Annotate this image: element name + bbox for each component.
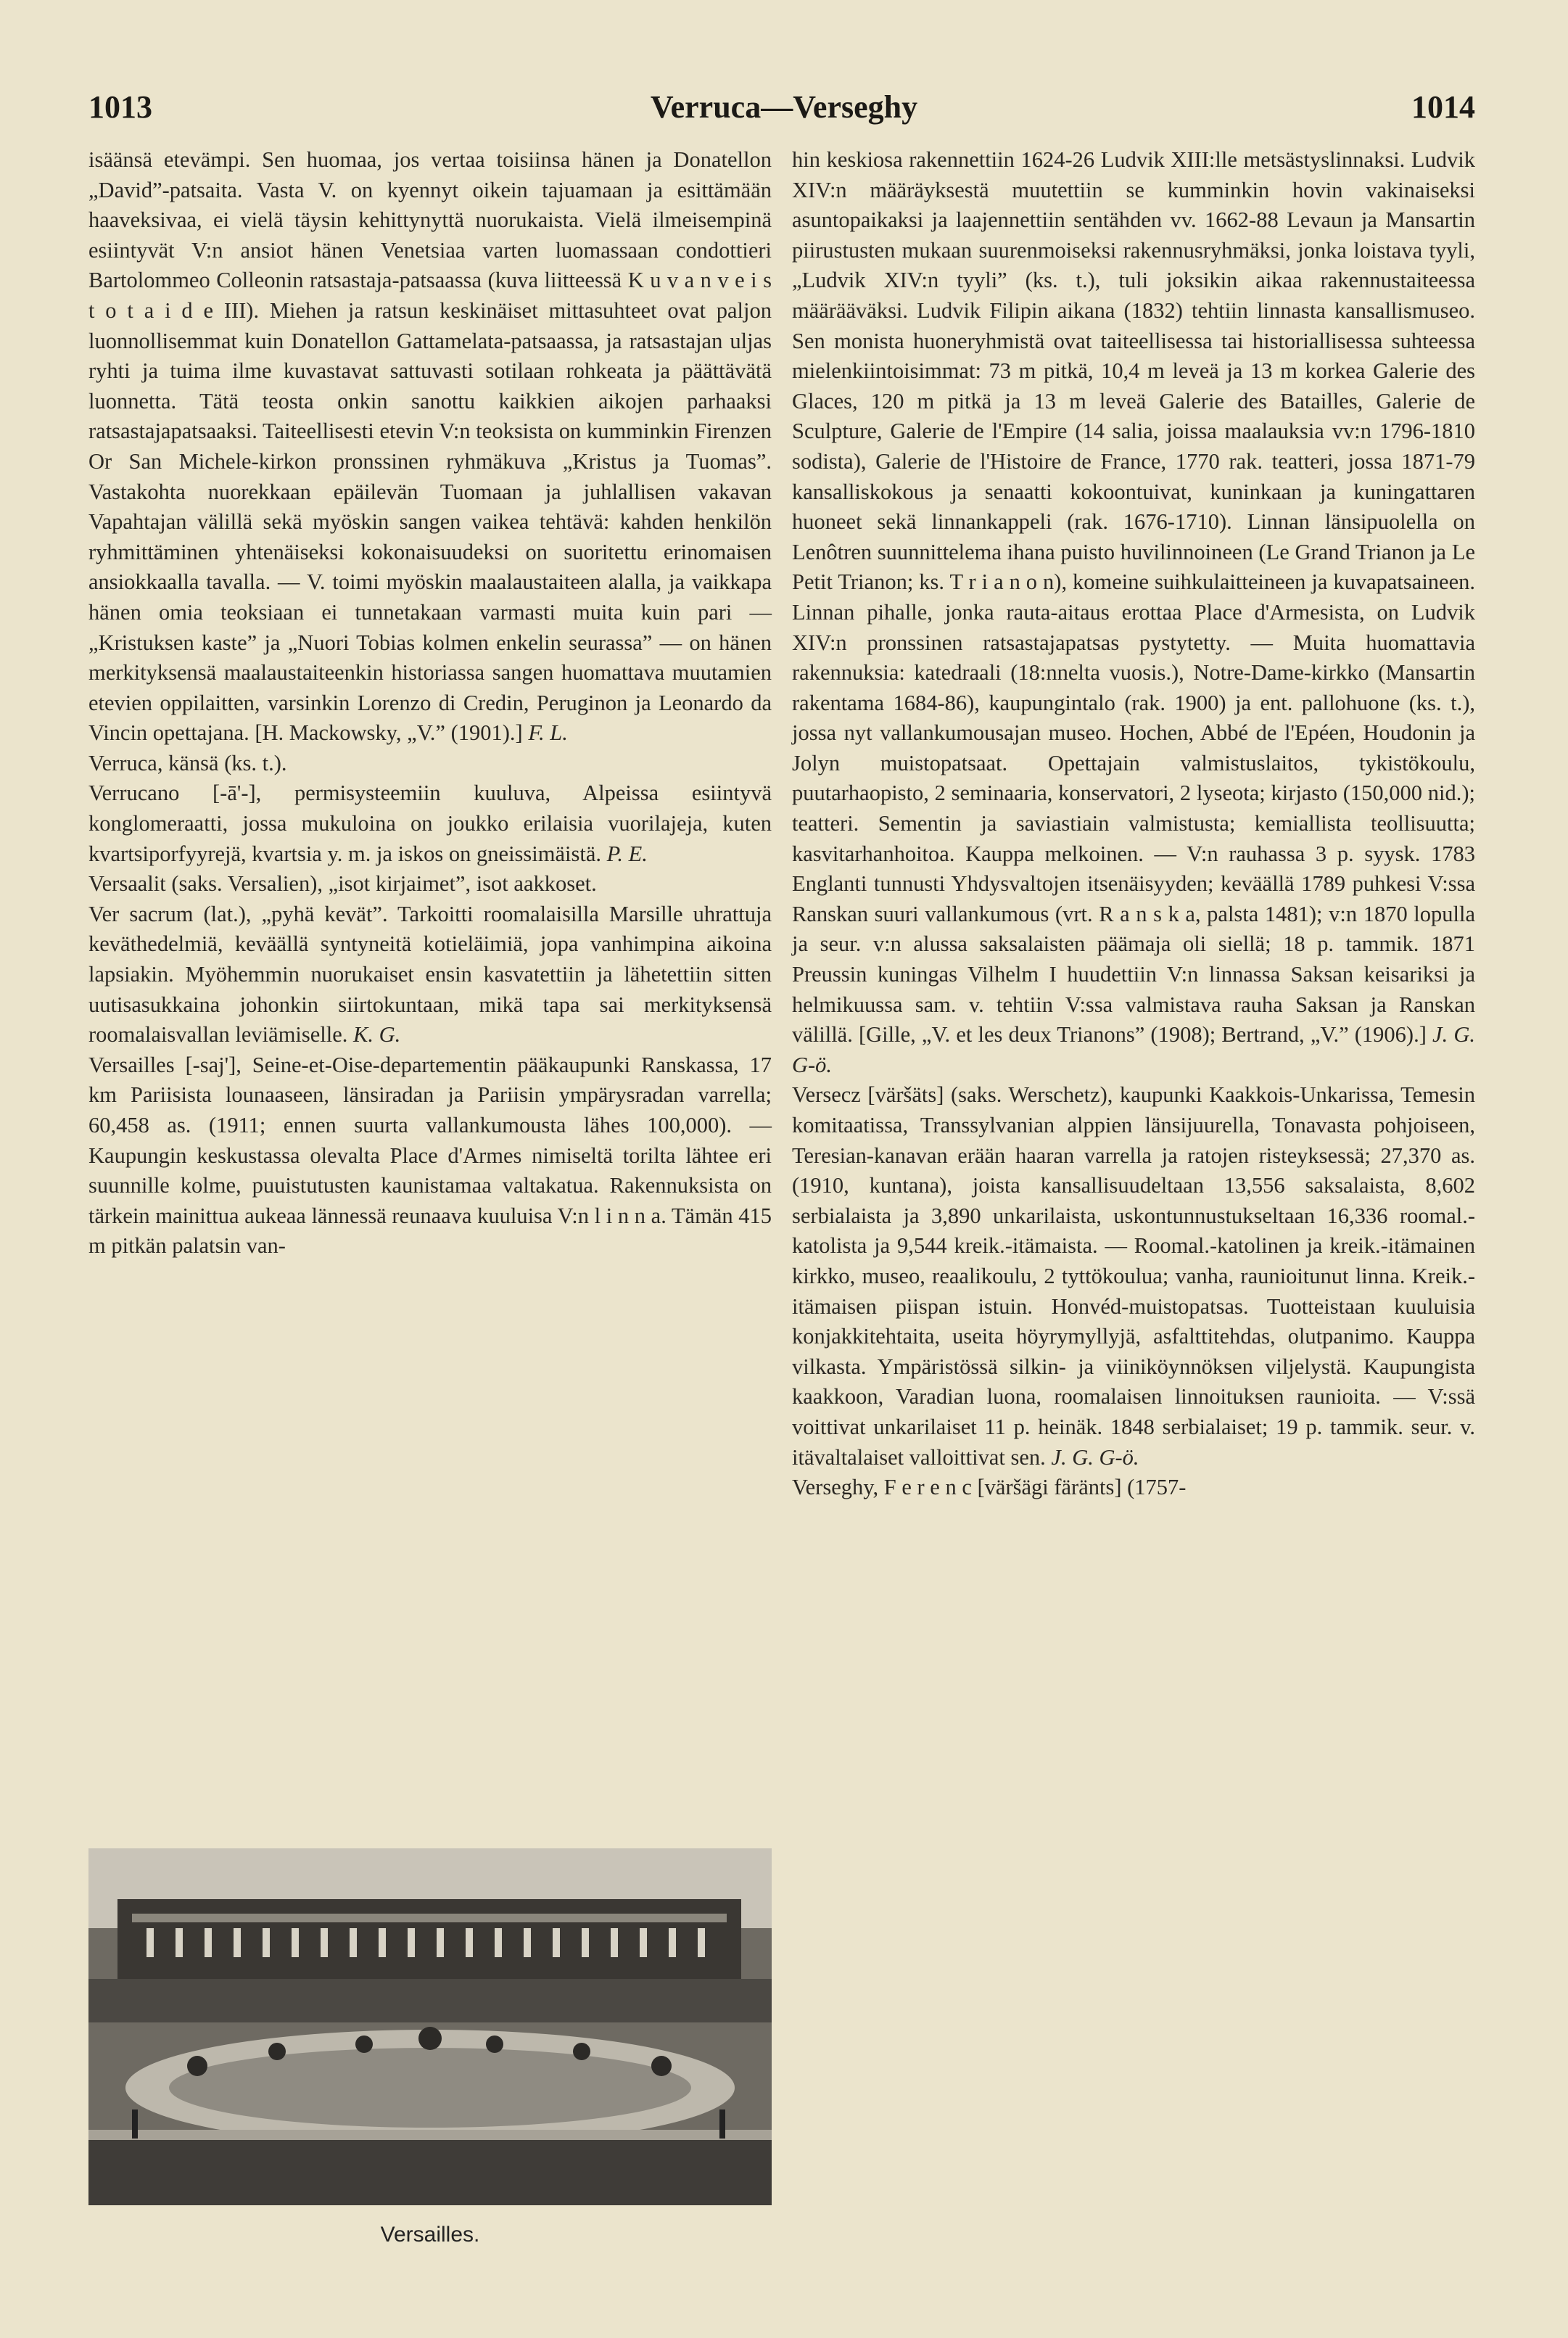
page-title: Verruca—Verseghy bbox=[650, 89, 918, 125]
page-number-right: 1014 bbox=[1411, 89, 1475, 125]
palace-illustration bbox=[88, 1848, 772, 2205]
entry-versecz: Versecz [väršäts] (saks. Werschetz), kaupunki Kaakkois-Unkarissa, Temesin komitaatissa, Transsylvanian alppien länsijuurella, Tonavasta pohjoiseen, Teresian-kanavan erään haaran varrella ja ratojen risteyksessä; 27,370 as. (1910, kuntana), joista kansallisuudeltaan 13,556 saksalaista, 8,602 serbialaista ja 3,890 unkarilaista, uskontunnustukseltaan 16,336 roomal.-katolista ja 9,544 kreik.-itämaista. — Roomal.-katolinen ja kreik.-itämainen kirkko, museo, reaalikoulu, 2 tyttökoulua; vanha, raunioitunut linna. Kreik.-itämaisen piispan istuin. Honvéd-muistopatsas. Tuotteistaan kuuluisia konjakkitehtaita, useita höyrymyllyjä, asfalttitehdas, olutpanimo. Kauppa vilkasta. Ympäristössä silkin- ja viiniköynnöksen viljelystä. Kaupungista kaakkoon, Varadian luona, roomalaisen linnoituksen raunioita. — V:ssä voittivat unkarilaiset 11 p. heinäk. 1848 serbialaiset; 19 p. tammik. seur. v. itävaltalaiset valloittivat sen. J. G. G-ö. bbox=[792, 1082, 1475, 1470]
entry-verrucano: Verrucano [-ā'-], permisysteemiin kuuluva, Alpeissa esiintyvä konglomeraatti, jossa mukuloina on joukko erilaisia vuorilajeja, kuten kvartsiporfyyrejä, kvartsia y. m. ja iskos on gneissimäistä. P. E. bbox=[88, 781, 772, 866]
signature: J. G. G-ö. bbox=[792, 1022, 1475, 1077]
right-column bbox=[792, 145, 1475, 1503]
signature: P. E. bbox=[606, 841, 648, 866]
entry-versailles-continued: hin keskiosa rakennettiin 1624-26 Ludvik XIII:lle metsästyslinnaksi. Ludvik XIV:n määräyksestä muutettiin se kumminkin hovin vakinaiseksi asuntopaikaksi ja laajennettiin sentähden vv. 1662-88 Levaun ja Mansartin piirustusten mukaan suurenmoiseksi rakennusryhmäksi, jonka loistava tyyli, „Ludvik XIV:n tyyli” (ks. t.), tuli joksikin aikaa rakennustaiteessa määrääväksi. Ludvik Filipin aikana (1832) tehtiin linnasta kansallismuseo. Sen monista huoneryhmistä ovat taiteellisessa tai historiallisessa suhteessa mielenkiintoisimmat: 73 m pitkä, 10,4 m leveä ja 13 m korkea Galerie des Glaces, 120 m pitkä ja 13 m leveä Galerie des Batailles, Galerie de Sculpture, Galerie de l'Empire (14 salia, joissa maalauksia vv:n 1796-1810 sodista), Galerie de l'Histoire de France, 1770 rak. teatteri, jossa 1871-79 kansalliskokous ja senaatti kokoontuivat, kuninkaan ja kuningattaren huoneet sekä linnankappeli (rak. 1676-1710). Linnan länsipuolella on Lenôtren suunnittelema ihana puisto huvilinnoineen (Le Grand Trianon ja Le Petit Trianon; ks. T r i a n o n), komeine suihkulaitteineen ja kuvapatsaineen. Linnan pihalle, jonka rauta-aitaus erottaa Place d'Armesista, on Ludvik XIV:n pronssinen ratsastajapatsas pystytetty. — Muita huomattavia rakennuksia: katedraali (18:nnelta vuosis.), Notre-Dame-kirkko (Mansartin rakentama 1684-86), kaupungintalo (rak. 1900) ja ent. pallohuone (ks. t.), jossa nyt vallankumousajan museo. Hochen, Abbé de l'Epéen, Houdonin ja Jolyn muistopatsaat. Opettajain valmistuslaitos, tykistökoulu, puutarhaopisto, 2 seminaaria, konservatori, 2 lyseota; kirjasto (150,000 nid.); teatteri. Sementin ja saviastiain valmistusta; kemiallista teollisuutta; kasvitarhanhoitoa. Kauppa melkoinen. — V:n rauhassa 3 p. syysk. 1783 Englanti tunnusti Yhdysvaltojen itsenäisyyden; keväällä 1789 puhkesi V:ssa Ranskan suuri vallankumous (vrt. R a n s k a, palsta 1481); v:n 1870 lopulla ja seur. v:n alussa saksalaisten päämaja oli siellä; 18 p. tammik. 1871 Preussin kuningas Vilhelm I huudettiin V:n linnassa Saksan keisariksi ja helmikuussa sam. v. tehtiin V:ssa valmistava rauha Saksan ja Ranskan välillä. [Gille, „V. et les deux Trianons” (1908); Bertrand, „V.” (1906).] J. G. G-ö. bbox=[792, 147, 1475, 1077]
signature: J. G. G-ö. bbox=[1051, 1444, 1139, 1470]
versailles-photo bbox=[88, 1848, 772, 2205]
entry-versaalit: Versaalit (saks. Versalien), „isot kirjaimet”, isot aakkoset. bbox=[88, 871, 597, 897]
page-header bbox=[0, 89, 1568, 132]
signature: F. L. bbox=[528, 720, 568, 746]
figure-caption: Versailles. bbox=[380, 2223, 480, 2247]
entry-verruca: Verruca, känsä (ks. t.). bbox=[88, 750, 287, 775]
entry-versailles: Versailles [-saj'], Seine-et-Oise-departementin pääkaupunki Ranskassa, 17 km Pariisista lounaaseen, länsiradan ja Pariisin ympärysradan varrella; 60,458 as. (1911; ennen suurta vallankumousta lähes 100,000). — Kaupungin keskustassa olevalta Place d'Armes nimiseltä torilta lähtee eri suunnille kolme, puuistutusten kaunistamaa valtakatua. Rakennuksista on tärkein mainittua aukeaa lännessä reunaava kuuluisa V:n l i n n a. Tämän 415 m pitkän palatsin van- bbox=[88, 1052, 772, 1259]
page-number-left: 1013 bbox=[88, 89, 152, 125]
signature: K. G. bbox=[353, 1022, 401, 1047]
entry-ver-sacrum: Ver sacrum (lat.), „pyhä kevät”. Tarkoitti roomalaisilla Marsille uhrattuja keväthedelmiä, keväällä syntyneitä kotieläimiä, jopa vanhimpina aikoina lapsiakin. Myöhemmin nuorukaiset ensin kasvatettiin ja lähetettiin sitten uutisasukkaina johonkin siirtokuntaan, mikä tapa sai merkityksensä roomalaisvallan leviämiselle. K. G. bbox=[88, 901, 772, 1047]
entry-verrocchio-continued: isäänsä etevämpi. Sen huomaa, jos vertaa toisiinsa hänen ja Donatellon „David”-patsaita. Vasta V. on kyennyt oikein tajuamaan ja esittämään haaveksivaa, ei vielä täysin kehittynyttä nuorukaista. Vielä ilmeisempinä esiintyvät V:n ansiot hänen Venetsiaa varten luomassaan condottieri Bartolommeo Colleonin ratsastaja-patsaassa (kuva liitteessä K u v a n v e i s t o t a i d e III). Miehen ja ratsun keskinäiset mittasuhteet ovat paljon luonnollisemmat kuin Donatellon Gattamelata-patsaassa, ja ratsastajan uljas ryhti ja tuima ilme kuvastavat sattuvasti sotilaan rohkeata ja päättävätä luonnetta. Tätä teosta onkin sanottu kaikkien aikojen parhaaksi ratsastajapatsaaksi. Taiteellisesti etevin V:n teoksista on kumminkin Firenzen Or San Michele-kirkon pronssinen ryhmäkuva „Kristus ja Tuomas”. Vastakohta nuorekkaan epäilevän Tuomaan ja juhlallisen vakavan Vapahtajan välillä sekä myöskin sangen vaikea tehtävä: kahden henkilön ryhmittäminen yhtenäiseksi kokonaisuudeksi on suoritettu erinomaisen ansiokkaalla tavalla. — V. toimi myöskin maalaustaiteen alalla, ja vaikkapa hänen omia teoksiaan ei tunnetakaan varmasti muita kuin pari — „Kristuksen kaste” ja „Nuori Tobias kolmen enkelin seurassa” — on hänen merkityksensä maalaustaiteenkin historiassa sangen huomattava muutamien etevien oppilaitten, varsinkin Lorenzo di Credin, Peruginon ja Leonardo da Vincin opettajana. [H. Mackowsky, „V.” (1901).] F. L. bbox=[88, 147, 772, 746]
entry-verseghy: Verseghy, F e r e n c [väršägi färänts] (1757- bbox=[792, 1475, 1187, 1500]
left-column bbox=[88, 145, 772, 1261]
